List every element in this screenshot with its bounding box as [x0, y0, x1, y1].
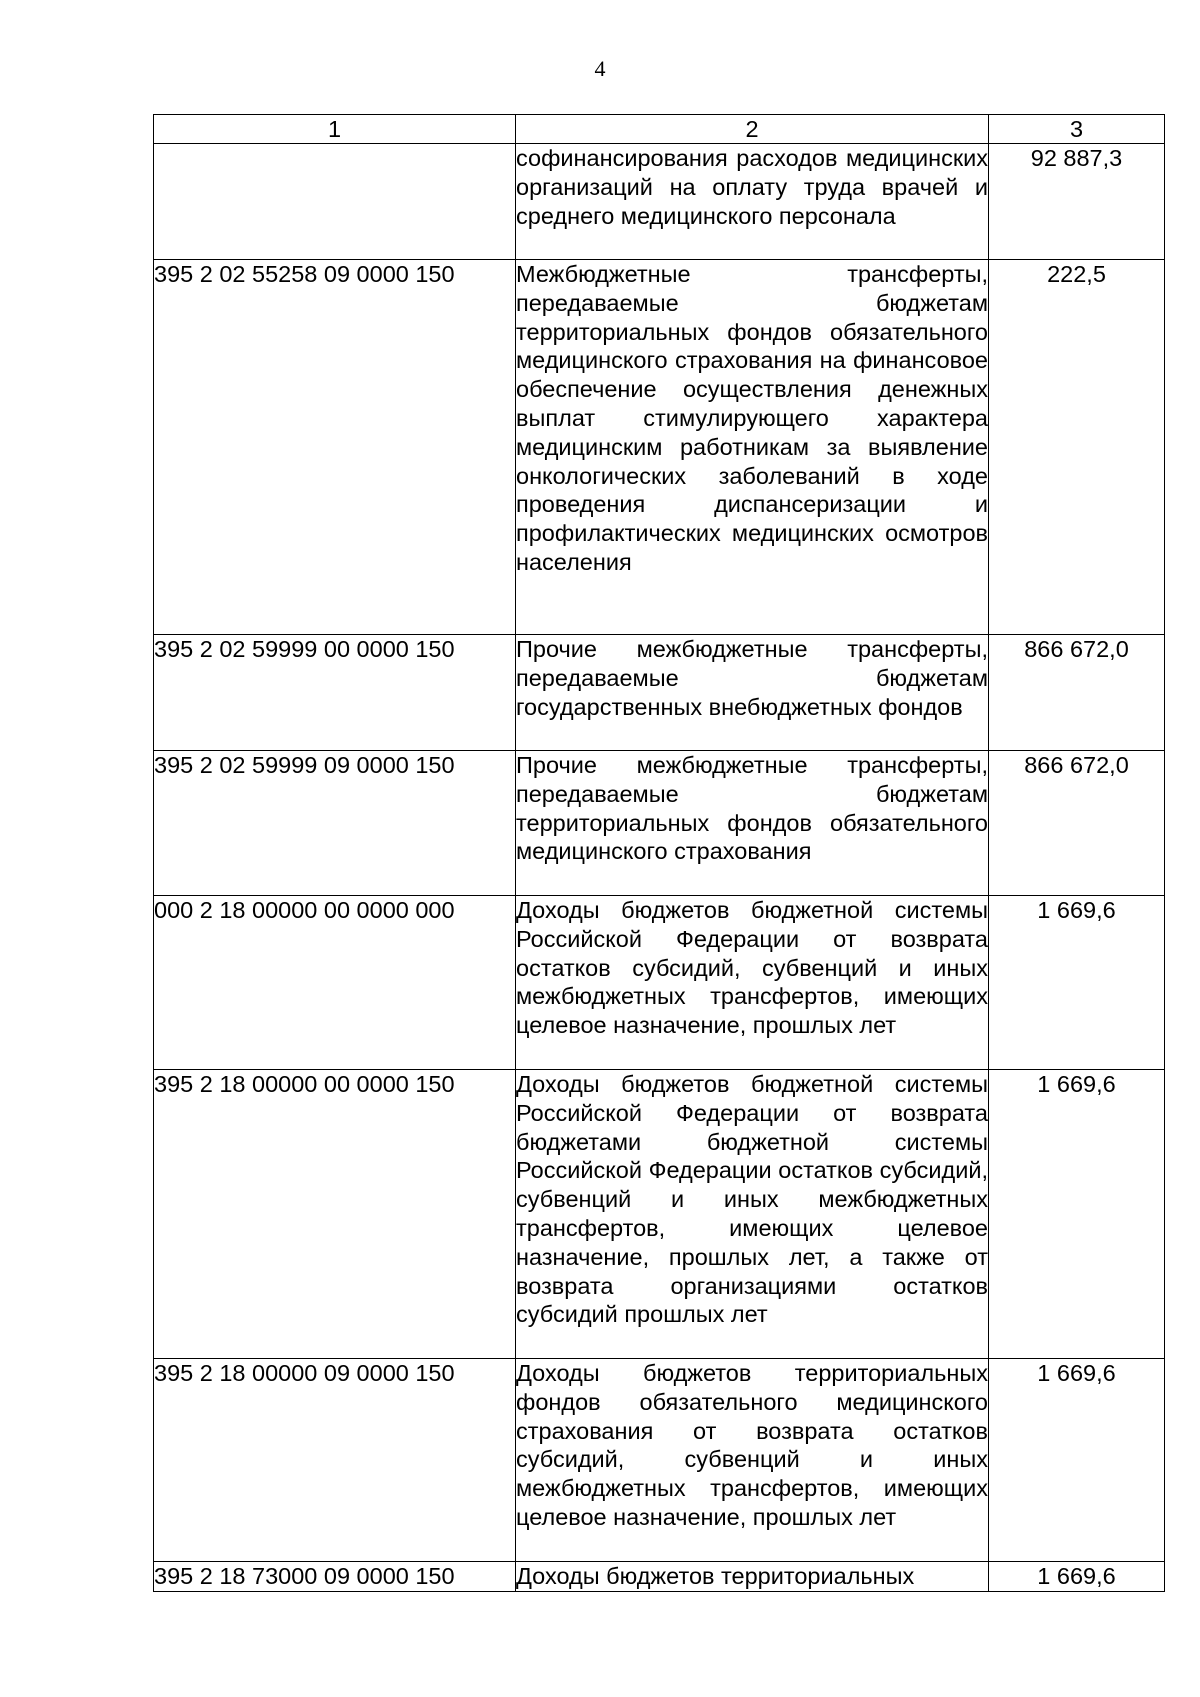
row-code: 395 2 02 55258 09 0000 150: [154, 260, 516, 635]
row-description: софинансирования расходов медицинских организаций на оплату труда врачей и среднего медицинского персонала: [516, 144, 989, 260]
row-code: 395 2 02 59999 09 0000 150: [154, 751, 516, 896]
row-description: Прочие межбюджетные трансферты, передаваемые бюджетам государственных внебюджетных фондов: [516, 635, 989, 751]
row-code: 395 2 18 00000 09 0000 150: [154, 1359, 516, 1562]
row-description: Доходы бюджетов территориальных: [516, 1562, 989, 1592]
row-amount: 1 669,6: [989, 1070, 1165, 1359]
row-amount: 866 672,0: [989, 751, 1165, 896]
table-row: [154, 635, 1165, 751]
table-header-row: [154, 115, 1165, 144]
row-amount: 222,5: [989, 260, 1165, 635]
table-row: [154, 751, 1165, 896]
table-row: [154, 260, 1165, 635]
row-description: Доходы бюджетов территориальных фондов обязательного медицинского страхования от возврата остатков субсидий, субвенций и иных межбюджетных трансфертов, имеющих целевое назначение, прошлых лет: [516, 1359, 989, 1562]
row-code: 395 2 18 00000 00 0000 150: [154, 1070, 516, 1359]
row-amount: 1 669,6: [989, 1562, 1165, 1592]
budget-table: [153, 114, 1165, 1592]
row-amount: 866 672,0: [989, 635, 1165, 751]
column-header-description: 2: [516, 115, 989, 144]
table-row: [154, 144, 1165, 260]
page-number: 4: [594, 56, 606, 81]
column-header-amount: 3: [989, 115, 1165, 144]
row-code: 395 2 18 73000 09 0000 150: [154, 1562, 516, 1592]
row-code: 000 2 18 00000 00 0000 000: [154, 896, 516, 1070]
table-row: [154, 1070, 1165, 1359]
row-amount: 92 887,3: [989, 144, 1165, 260]
row-description: Межбюджетные трансферты, передаваемые бюджетам территориальных фондов обязательного медицинского страхования на финансовое обеспечение осуществления денежных выплат стимулирующего характера медицинским работникам за выявление онкологических заболеваний в ходе проведения диспансеризации и профилактических медицинских осмотров населения: [516, 260, 989, 635]
row-code: 395 2 02 59999 00 0000 150: [154, 635, 516, 751]
row-description: Доходы бюджетов бюджетной системы Российской Федерации от возврата бюджетами бюджетной системы Российской Федерации остатков субсидий, субвенций и иных межбюджетных трансфертов, имеющих целевое назначение, прошлых лет, а также от возврата организациями остатков субсидий прошлых лет: [516, 1070, 989, 1359]
column-header-code: 1: [154, 115, 516, 144]
row-amount: 1 669,6: [989, 1359, 1165, 1562]
row-description: Доходы бюджетов бюджетной системы Российской Федерации от возврата остатков субсидий, субвенций и иных межбюджетных трансфертов, имеющих целевое назначение, прошлых лет: [516, 896, 989, 1070]
table-row: [154, 896, 1165, 1070]
table-row: [154, 1359, 1165, 1562]
row-amount: 1 669,6: [989, 896, 1165, 1070]
row-code: [154, 144, 516, 260]
table-row: [154, 1562, 1165, 1592]
row-description: Прочие межбюджетные трансферты, передаваемые бюджетам территориальных фондов обязательного медицинского страхования: [516, 751, 989, 896]
